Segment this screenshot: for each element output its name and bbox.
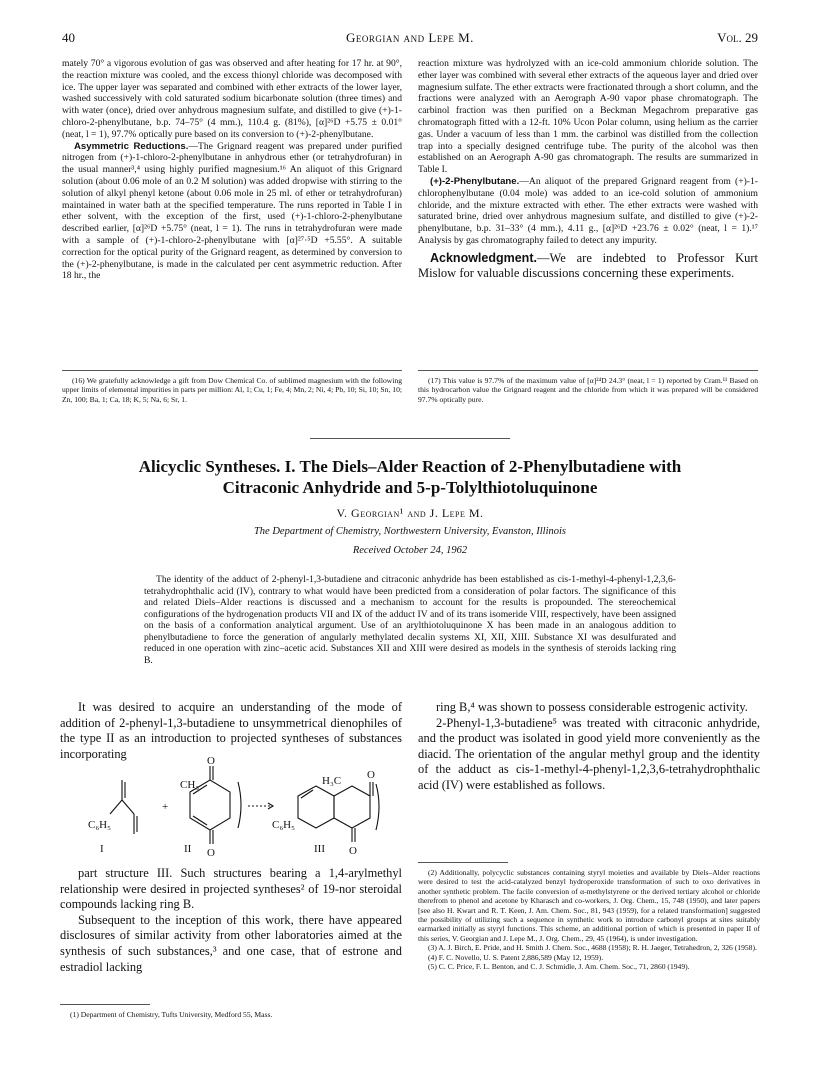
h3c-label: H₃C xyxy=(322,775,342,787)
c6h5-label-III: C₆H₅ xyxy=(272,819,295,831)
affiliation: The Department of Chemistry, Northwestern University, Evanston, Illinois xyxy=(253,526,567,537)
oxygen-label: O xyxy=(367,769,375,781)
paragraph: mately 70° a vigorous evolution of gas was observed and after heating for 17 hr. at 90°, the reaction mixture was cooled, and the excess thionyl chloride was decomposed with ice. The upper layer was separated and combined with ether extracts of the lower layer, washed successively with cold saturated sodium bicarbonate solution (three times) and with water (once), dried over anhydrous magnesium sulfate, and distilled to give (+)-1-chloro-2-phenylbutane, b.p. 74–75° (4 mm.), 110.4 g. (81%), [α]²⁶D +5.75 ± 0.01° (neat, l = 1), 97.7% optically pure based on its conversion to (+)-2-phenylbutane. xyxy=(62,58,402,140)
article-separator xyxy=(310,438,510,439)
c6h5-label-I: C₆H₅ xyxy=(88,819,111,831)
footnote-rule xyxy=(418,370,758,371)
footnote-17: (17) This value is 97.7% of the maximum value of [α]²⁴D 24.3° (neat, l = 1) reported by Cram.¹¹ Based on this hydrocarbon value the Grignard reagent and the chloride from which it was prepared will be considered 97.7% optically pure. xyxy=(418,376,758,404)
oxygen-label: O xyxy=(207,847,215,859)
footnote-4: (4) F. C. Novello, U. S. Patent 2,886,589 (May 12, 1959). xyxy=(428,952,604,962)
paragraph: Asymmetric Reductions.—The Grignard reagent was prepared under purified nitrogen from (+)-1-chloro-2-phenylbutane in anhydrous ether (or tetrahydrofuran) in the usual manner³,⁴ using highly purified magnesium.¹⁶ An aliquot of this Grignard solution (about 0.06 mole of an 0.2 M solution) was added dropwise with stirring to the solution of alkyl phenyl ketone (about 0.06 mole in 25 ml. of ether or tetrahydrofuran) maintained in water bath at the specified temperature. The runs reported in Table I in ether solvent, with the exception of the first, used (+)-1-chloro-2-phenylbutane described earlier, [α]²⁶D +5.75° (neat, l = 1). The runs in tetrahydrofuran were made with a sample of (+)-1-chloro-2-phenylbutane with [α]²⁷·⁵D +5.55°. A suitable correction for the optical purity of the Grignard reagent, as determined by conversion to the (+)-2-phenylbutane, is made in the calculated per cent asymmetric reduction. After 18 hr., the xyxy=(62,140,402,282)
footnote-5: (5) C. C. Price, F. L. Benton, and C. J. Schmidle, J. Am. Chem. Soc., 71, 2860 (1949). xyxy=(428,962,690,972)
abstract: The identity of the adduct of 2-phenyl-1,3-butadiene and citraconic anhydride has been established as cis-1-methyl-4-phenyl-1,2,3,6-tetrahydrophthalic acid (IV), contrary to what would have been predicted from a consideration of polar factors. The significance of this and related Diels–Alder reactions is discussed and a mechanism to account for the results is propounded. The stereochemical configurations of the hydrogenation products VII and IX of the adduct IV and of its trans isomeride VIII, respectively, have been assigned on the basis of a conformation analytical argument. Use of an arylthiotoluquinone X has been made in an analogous addition to phenylbutadiene to force the generation of angularly methylated decalin systems XI, XII, XIII. Substance XI was desulfurated and reduced in one operation with zinc–acetic acid. Substances XII and XIII were desired as models in the synthesis of steroids lacking ring B. xyxy=(144,574,676,666)
footnote-rule xyxy=(62,370,402,371)
section-heading: (+)-2-Phenylbutane. xyxy=(430,175,520,187)
body-left-top: It was desired to acquire an understanding of the mode of addition of 2-phenyl-1,3-butadiene to unsymmetrical dienophiles of the type II as an introduction to projected syntheses of substances incorporating xyxy=(60,700,402,761)
compound-label-I: I xyxy=(100,843,104,855)
article-title: Alicyclic Syntheses. I. The Diels–Alder Reaction of 2-Phenylbutadiene with Citraconic Anhydride and 5-p-Tolylthiotoluquinone xyxy=(138,457,682,497)
top-right-column xyxy=(418,58,758,282)
acknowledgment-heading: Acknowledgment. xyxy=(430,250,537,265)
top-left-column xyxy=(62,58,402,282)
paragraph: (+)-2-Phenylbutane.—An aliquot of the prepared Grignard reagent from (+)-1-chlorophenylbutane (0.04 mole) was added to an ice-cold solution of ammonium chloride, and the mixture extracted with ether. The ether extracts were washed with saturated brine, dried over anhydrous magnesium sulfate, and distilled to give (+)-2-phenylbutane, b.p. 31–33° (4 mm.), 4.11 g., [α]²⁶D +23.76 ± 0.02° (neat, l = 1).¹⁷ Analysis by gas chromatography failed to detect any impurity. xyxy=(418,175,758,246)
body-left-bottom: part structure III. Such structures bearing a 1,4-arylmethyl relationship were desired in projected syntheses² of 19-nor steroidal compounds lacking ring B. Subsequent to the inception of this work, there have appeared disclosures of similar activity from other laboratories aimed at the synthesis of such substances,³ and one case, that of estrone and estradiol lacking xyxy=(60,866,402,974)
oxygen-label: O xyxy=(349,845,357,857)
volume-label: Vol. 29 xyxy=(717,30,758,45)
footnote-3: (3) A. J. Birch, E. Pride, and H. Smith J. Chem. Soc., 4688 (1958); R. H. Jaeger, Tetrahedron, 2, 326 (1958). xyxy=(428,943,757,953)
ch3-label: CH₃ xyxy=(180,779,200,791)
compound-label-III: III xyxy=(314,843,325,855)
running-header xyxy=(62,30,758,46)
diene-bonds xyxy=(110,800,134,814)
body-right: ring B,⁴ was shown to possess considerable estrogenic activity. 2-Phenyl-1,3-butadiene⁵ was treated with citraconic anhydride, and the product was isolated in good yield more conveniently as the diacid. The orientation of the angular methyl group and the identity of the adduct as cis-1-methyl-4-phenyl-1,2,3,6-tetrahydrophthalic acid (IV) were established as follows. xyxy=(418,700,760,792)
received-date: Received October 24, 1962 xyxy=(352,545,468,556)
reaction-scheme xyxy=(60,752,400,862)
footnote-16: (16) We gratefully acknowledge a gift from Dow Chemical Co. of sublimed magnesium with the following upper limits of elemental impurities in parts per million: Al, 1; Cu, 1; Fe, 4; Mn, 2; Ni, 4; Pb, 10; Si, 10; Sn, 10; Zn, 100; Ba, 1; Ca, 18; K, 5; Na, 6; Sr, 1. xyxy=(62,376,402,404)
scheme-drawing xyxy=(60,752,400,862)
footnote-1: (1) Department of Chemistry, Tufts University, Medford 55, Mass. xyxy=(70,1010,273,1019)
page-number: 40 xyxy=(62,30,75,45)
footnote-rule xyxy=(418,862,508,863)
ring-A xyxy=(298,786,334,828)
authors: V. Georgian¹ and J. Lepe M. xyxy=(336,506,484,520)
paragraph: reaction mixture was hydrolyzed with an ice-cold ammonium chloride solution. The ether layer was combined with several ether extracts of the aqueous layer and dried over magnesium sulfate. The ether extracts were fractionated through a short column, and the fractions were analyzed with an Aerograph A-90 vapor phase chromatograph. The carbinol fraction was then purified on a Beckman Megachrom preparative gas chromatograph fitted with a 12-ft. 10% Ucon Polar column, using helium as the carrier gas. Under a vacuum of less than 1 mm. the carbinol was distilled from the collection trap into a specially designed centrifuge tube. The purity of the alcohol was then established on an Aerograph A-90 gas chromatograph. The results are summarized in Table I. xyxy=(418,58,758,176)
oxygen-label: O xyxy=(207,755,215,767)
section-heading: Asymmetric Reductions. xyxy=(74,140,189,152)
ring-B xyxy=(334,786,370,828)
running-title: Georgian and Lepe M. xyxy=(346,30,474,45)
footnote-2: (2) Additionally, polycyclic substances containing styryl moieties and available by Diels–Alder reactions were desired to test the acid-catalyzed benzyl hydroperoxide transformation of such to oxo derivatives in another synthetic problem. The facile conversion of α-methylstyrene or the derived tertiary alcohol or chloride therefrom to phenol and acetone by Kharasch and co-workers, J. Org. Chem., 15, 748 (1950), and later papers [see also H. Kwart and R. T. Keen, J. Am. Chem. Soc., 81, 943 (1959), for a related transformation] suggested the possibility of utilizing such a sequence in synthetic work to introduce carbonyl groups at sites suitably earmarked initially as styryl functions. This scheme, an additional portion of which is presented in paper II of this series, V. Georgian and J. Lepe M., J. Org. Chem., 29, 45 (1964), is under investigation. xyxy=(418,868,760,943)
footnotes-right xyxy=(418,868,760,971)
plus-sign: + xyxy=(162,801,169,813)
compound-label-II: II xyxy=(184,843,192,855)
footnote-rule xyxy=(60,1004,150,1005)
acknowledgment: Acknowledgment.—We are indebted to Professor Kurt Mislow for valuable discussions concerning these experiments. xyxy=(418,250,758,281)
